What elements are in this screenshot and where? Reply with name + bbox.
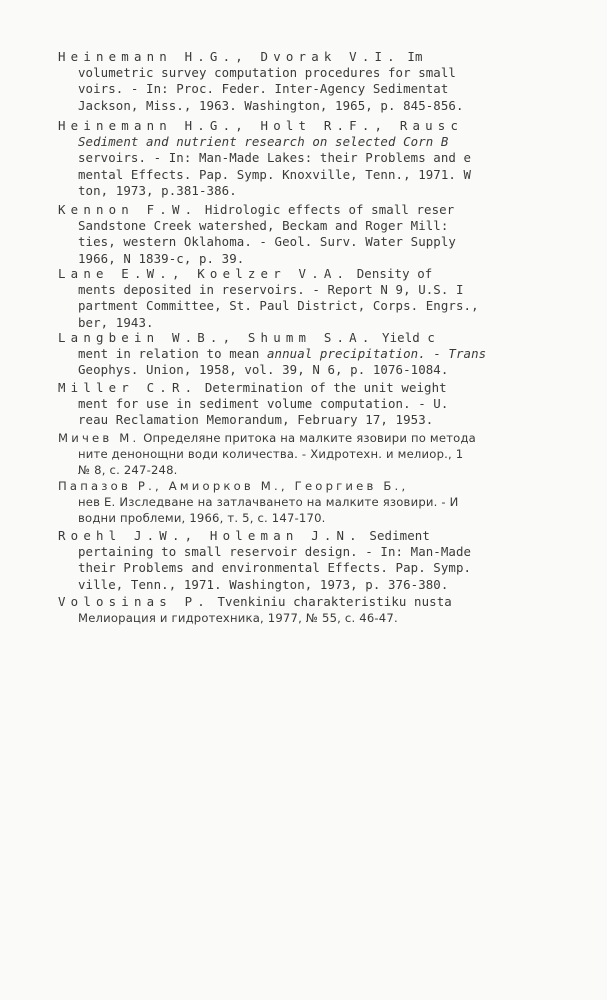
- reference-line: [0, 298, 607, 314]
- reference-line: [0, 544, 607, 560]
- reference-first-line: [0, 478, 607, 494]
- reference-first-line: [0, 430, 607, 446]
- reference-line: [0, 362, 607, 378]
- reference-text: Density of: [349, 266, 433, 281]
- reference-entry: [0, 49, 607, 114]
- reference-text: their Problems and environmental Effects. Pap. Symp.: [78, 560, 472, 576]
- reference-text: ton, 1973, p.381-386.: [78, 182, 237, 198]
- reference-text: servoirs. - In: Man-Made Lakes: their Problems and e: [78, 150, 472, 166]
- reference-first-line: [0, 330, 607, 346]
- reference-line: [0, 134, 607, 150]
- reference-text: Yield c: [374, 330, 435, 345]
- reference-author: Мичев М.: [58, 431, 140, 445]
- reference-first-line: [0, 380, 607, 396]
- reference-line: [0, 494, 607, 510]
- reference-line: [0, 346, 607, 362]
- reference-text: reau Reclamation Memorandum, February 17, 1953.: [78, 412, 434, 428]
- reference-text: partment Committee, St. Paul District, Corps. Engrs.,: [78, 298, 479, 314]
- reference-text: voirs. - In: Proc. Feder. Inter-Agency Sedimentat: [78, 81, 449, 97]
- reference-first-line: [0, 528, 607, 544]
- reference-line: [0, 446, 607, 462]
- reference-text: Im: [399, 49, 423, 64]
- reference-text: Tvenkiniu charakteristiku nusta: [209, 594, 452, 609]
- reference-entry: [0, 478, 607, 527]
- reference-text: mental Effects. Pap. Symp. Knoxville, Tenn., 1971. W: [78, 166, 472, 182]
- reference-text: ville, Tenn., 1971. Washington, 1973, p. 376-380.: [78, 576, 449, 592]
- reference-line: [0, 396, 607, 412]
- reference-text: Определяне притока на малките язовири по метода: [139, 431, 476, 445]
- reference-text: водни проблеми, 1966, т. 5, с. 147-170.: [78, 511, 326, 526]
- reference-line: [0, 234, 607, 250]
- reference-text: ber, 1943.: [78, 314, 154, 330]
- reference-line: [0, 510, 607, 526]
- reference-line: [0, 167, 607, 183]
- reference-line: [0, 560, 607, 576]
- reference-text: № 8, с. 247-248.: [78, 463, 178, 478]
- reference-italic-text: Sediment and nutrient research on selected Corn B: [78, 134, 449, 150]
- reference-entry: [0, 528, 607, 593]
- reference-line: [0, 315, 607, 331]
- reference-first-line: [0, 266, 607, 282]
- reference-author: Miller C.R.: [58, 380, 198, 395]
- reference-author: Heinemann H.G., Dvorak V.I.: [58, 49, 400, 64]
- reference-line: [0, 183, 607, 199]
- reference-author: Langbein W.B., Shumm S.A.: [58, 330, 375, 345]
- reference-first-line: [0, 118, 607, 134]
- reference-first-line: [0, 594, 607, 610]
- reference-line: [0, 282, 607, 298]
- reference-text: ments deposited in reservoirs. - Report N 9, U.S. I: [78, 282, 464, 298]
- reference-line: [0, 462, 607, 478]
- reference-author: Heinemann H.G., Holt R.F., Rausc: [58, 118, 464, 133]
- reference-entry: [0, 380, 607, 429]
- reference-text: Jackson, Miss., 1963. Washington, 1965, p. 845-856.: [78, 97, 464, 113]
- reference-line: [0, 412, 607, 428]
- reference-entry: [0, 118, 607, 199]
- reference-text: Мелиорация и гидротехника, 1977, № 55, с. 46-47.: [78, 611, 398, 626]
- reference-italic-text: annual precipitation. - Trans: [267, 346, 487, 362]
- reference-author: Kennon F.W.: [58, 202, 198, 217]
- reference-line: [0, 218, 607, 234]
- reference-text: Sandstone Creek watershed, Beckam and Roger Mill:: [78, 218, 449, 234]
- reference-text: Geophys. Union, 1958, vol. 39, N 6, p. 1076-1084.: [78, 362, 449, 378]
- reference-text: ment in relation to mean: [78, 346, 267, 362]
- reference-entry: [0, 594, 607, 626]
- reference-author: Volosinas P.: [58, 594, 210, 609]
- reference-first-line: [0, 49, 607, 65]
- reference-text: Determination of the unit weight: [197, 380, 447, 395]
- reference-text: pertaining to small reservoir design. - In: Man-Made: [78, 544, 472, 560]
- reference-line: [0, 150, 607, 166]
- reference-text: нев Е. Изследване на затлачването на малките язовири. - И: [78, 495, 459, 510]
- reference-first-line: [0, 202, 607, 218]
- reference-line: [0, 98, 607, 114]
- reference-author: Roehl J.W., Holeman J.N.: [58, 528, 362, 543]
- reference-text: ните денонощни води количества. - Хидротехн. и мелиор., 1: [78, 447, 464, 462]
- reference-text: ties, western Oklahoma. - Geol. Surv. Water Supply: [78, 234, 456, 250]
- reference-text: Hidrologic effects of small reser: [197, 202, 455, 217]
- reference-text: Sediment: [361, 528, 430, 543]
- reference-line: [0, 610, 607, 626]
- reference-text: ment for use in sediment volume computation. - U.: [78, 396, 449, 412]
- reference-author: Lane E.W., Koelzer V.A.: [58, 266, 350, 281]
- reference-line: [0, 81, 607, 97]
- reference-line: [0, 577, 607, 593]
- reference-entry: [0, 430, 607, 479]
- reference-entry: [0, 202, 607, 267]
- reference-line: [0, 251, 607, 267]
- reference-author: Папазов Р., Амиорков М., Георгиев Б.,: [58, 479, 409, 493]
- reference-line: [0, 65, 607, 81]
- reference-entry: [0, 266, 607, 331]
- reference-entry: [0, 330, 607, 379]
- reference-text: 1966, N 1839-c, p. 39.: [78, 250, 245, 266]
- reference-text: volumetric survey computation procedures for small: [78, 65, 456, 81]
